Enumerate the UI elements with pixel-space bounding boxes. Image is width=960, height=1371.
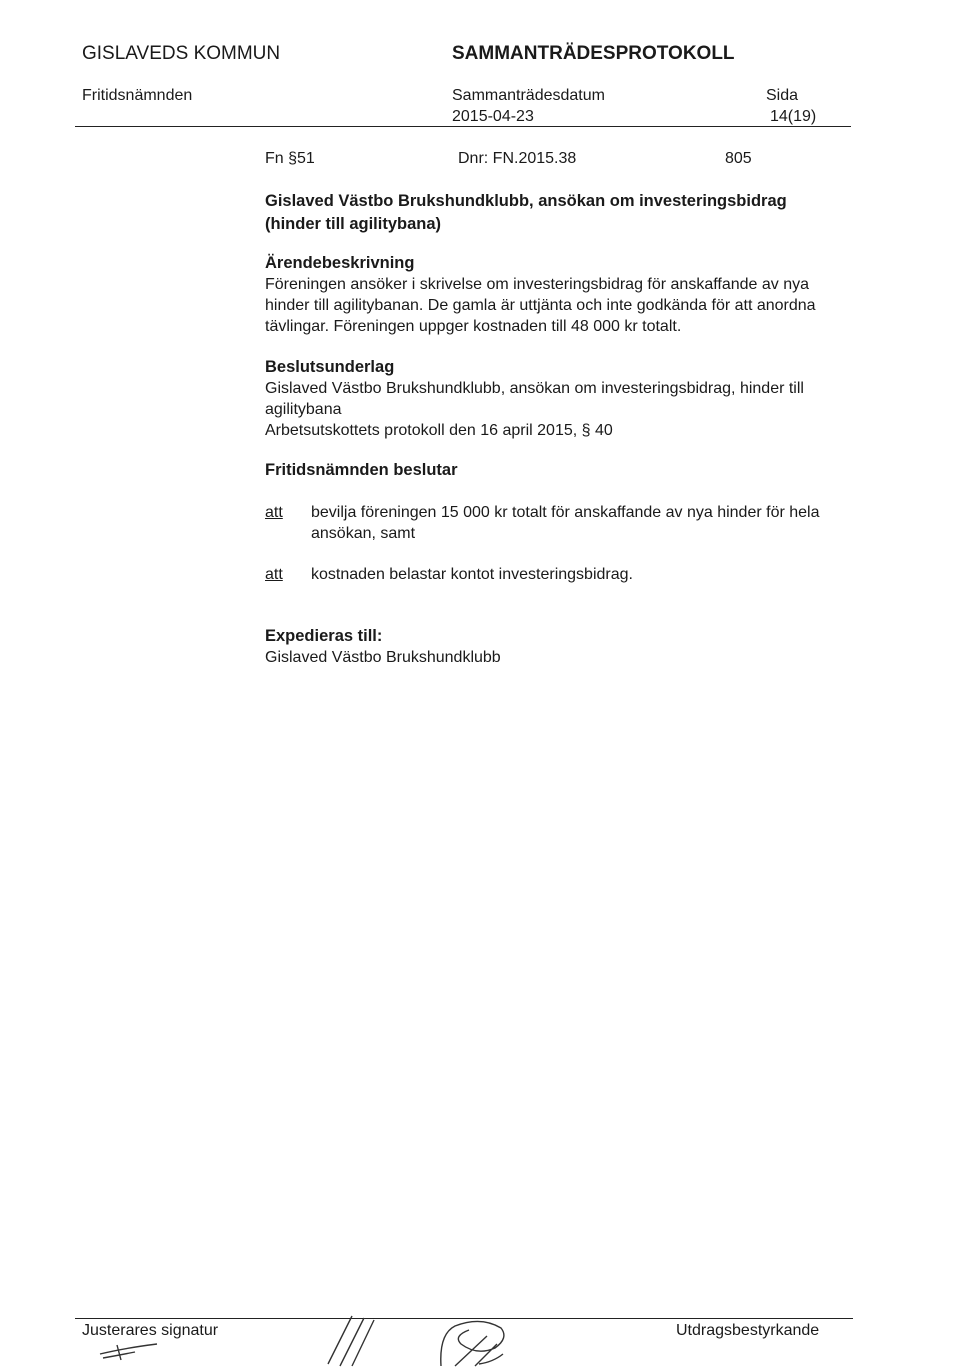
decision-item <box>265 564 845 585</box>
matter-title-line-2: (hinder till agilitybana) <box>265 215 442 233</box>
decision-text: bevilja föreningen 15 000 kr totalt för anskaffande av nya hinder för hela ansökan, samt <box>311 504 820 542</box>
matter-title-line-1: Gislaved Västbo Brukshundklubb, ansökan om investeringsbidrag <box>265 192 787 210</box>
description-heading: Ärendebeskrivning <box>265 254 415 272</box>
basis-item-2: Arbetsutskottets protokoll den 16 april 2015, § 40 <box>265 422 613 439</box>
basis-item-1: Gislaved Västbo Brukshundklubb, ansökan om investeringsbidrag, hinder till agilitybana <box>265 380 804 418</box>
decision-prefix: att <box>265 504 283 521</box>
decision-heading: Fritidsnämnden beslutar <box>265 461 458 479</box>
matter-title <box>265 190 845 236</box>
adjuster-signature-label: Justerares signatur <box>82 1322 219 1339</box>
document-type: SAMMANTRÄDESPROTOKOLL <box>452 43 735 64</box>
page-label: Sida <box>766 87 799 104</box>
paragraph-number: Fn §51 <box>265 150 315 167</box>
decision-section <box>265 460 845 481</box>
distribution-recipient: Gislaved Västbo Brukshundklubb <box>265 649 501 666</box>
decision-prefix: att <box>265 566 283 583</box>
distribution-section <box>265 626 845 668</box>
signature-mark-lines <box>322 1310 382 1368</box>
header-divider <box>75 126 851 127</box>
page-number: 14(19) <box>770 108 817 125</box>
basis-heading: Beslutsunderlag <box>265 358 395 376</box>
classification-code: 805 <box>725 150 752 167</box>
basis-section <box>265 357 845 441</box>
distribution-heading: Expedieras till: <box>265 627 383 645</box>
diary-number: Dnr: FN.2015.38 <box>458 150 577 167</box>
description-text: Föreningen ansöker i skrivelse om investeringsbidrag för anskaffande av nya hinder till agilitybanan. De gamla är uttjänta och inte godkända för att anordna tävlingar. Föreningen uppger kostnaden till 48 000 kr totalt. <box>265 276 816 335</box>
board-name: Fritidsnämnden <box>82 87 193 104</box>
meeting-date: 2015-04-23 <box>452 108 534 125</box>
decision-text: kostnaden belastar kontot investeringsbidrag. <box>311 566 633 583</box>
signature-mark-scrawl <box>435 1316 515 1368</box>
adjuster-signature-mark <box>95 1340 165 1365</box>
organization-name: GISLAVEDS KOMMUN <box>82 43 281 64</box>
certification-label: Utdragsbestyrkande <box>676 1322 820 1339</box>
decision-item <box>265 502 845 544</box>
meeting-date-label: Sammanträdesdatum <box>452 87 605 104</box>
description-section <box>265 253 845 337</box>
